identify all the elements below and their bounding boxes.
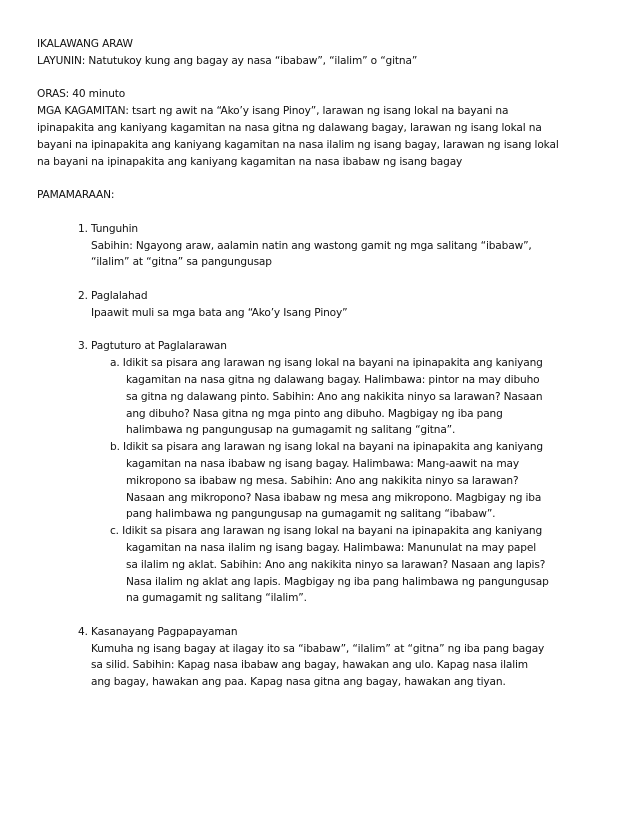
procedure-item-3: [37, 338, 605, 607]
subitem-first-line: c. Idikit sa pisara ang larawan ng isang lokal na bayani na ipinapakita ang kaniyang: [110, 525, 543, 538]
item-line: Ipaawit muli sa mga bata ang “Ako’y Isang Pinoy”: [91, 306, 348, 319]
subitem-line: pang halimbawa ng pangungusap na gumagamit ng salitang “ibabaw”.: [126, 508, 496, 521]
subitem-b: [37, 439, 605, 523]
materials-line: na bayani na ipinapakita ang kaniyang kagamitan na nasa ibabaw ng isang bagay: [37, 155, 463, 168]
subitem-first-line: a. Idikit sa pisara ang larawan ng isang lokal na bayani na ipinapakita ang kaniyang: [110, 357, 543, 370]
item-title: 3. Pagtuturo at Paglalarawan: [78, 340, 227, 353]
item-line: “ilalim” at “gitna” sa pangungusap: [91, 256, 272, 269]
subitem-line: ang dibuho? Nasa gitna ng mga pinto ang dibuho. Magbigay ng iba pang: [126, 407, 503, 420]
subitem-line: kagamitan na nasa gitna ng dalawang bagay. Halimbawa: pintor na may dibuho: [126, 373, 540, 386]
materials-paragraph: [37, 103, 605, 170]
materials-line: bayani na ipinapakita ang kaniyang kagamitan na nasa ilalim ng isang bagay, larawan ng isang lokal: [37, 138, 559, 151]
procedure-item-2: [37, 288, 605, 322]
subitem-c: [37, 523, 605, 607]
subitem-line: kagamitan na nasa ibabaw ng isang bagay. Halimbawa: Mang-aawit na may: [126, 457, 519, 470]
item-title: 1. Tunguhin: [78, 222, 138, 235]
subitem-line: halimbawa ng pangungusap na gumagamit ng salitang “gitna”.: [126, 424, 456, 437]
day-heading: IKALAWANG ARAW: [37, 38, 133, 50]
subitem-line: kagamitan na nasa ilalim ng isang bagay. Halimbawa: Manunulat na may papel: [126, 541, 536, 554]
item-line: ang bagay, hawakan ang paa. Kapag nasa gitna ang bagay, hawakan ang tiyan.: [91, 676, 506, 689]
item-line: sa silid. Sabihin: Kapag nasa ibabaw ang bagay, hawakan ang ulo. Kapag nasa ilalim: [91, 659, 528, 672]
procedure-heading: PAMAMARAAN:: [37, 189, 115, 202]
procedure-item-4: [37, 624, 605, 691]
subitem-line: Nasa ilalim ng aklat ang lapis. Magbigay ng iba pang halimbawa ng pangungusap: [126, 575, 549, 588]
materials-line: ipinapakita ang kaniyang kagamitan na nasa gitna ng dalawang bagay, larawan ng isang lokal na: [37, 121, 542, 134]
subitem-line: sa ilalim ng aklat. Sabihin: Ano ang nakikita ninyo sa larawan? Nasaan ang lapis?: [126, 558, 546, 571]
objective-line: LAYUNIN: Natutukoy kung ang bagay ay nasa “ibabaw”, “ilalim” o “gitna”: [37, 54, 418, 67]
subitem-first-line: b. Idikit sa pisara ang larawan ng isang lokal na bayani na ipinapakita ang kaniyang: [110, 441, 543, 454]
subitem-a: [37, 355, 605, 439]
time-line: ORAS: 40 minuto: [37, 88, 126, 101]
subitem-line: sa gitna ng dalawang pinto. Sabihin: Ano ang nakikita ninyo sa larawan? Nasaan: [126, 390, 543, 403]
subitem-line: Nasaan ang mikropono? Nasa ibabaw ng mesa ang mikropono. Magbigay ng iba: [126, 491, 542, 504]
procedure-item-1: [37, 221, 605, 271]
item-line: Kumuha ng isang bagay at ilagay ito sa “ibabaw”, “ilalim” at “gitna” ng iba pang bagay: [91, 642, 545, 655]
lesson-document: [37, 36, 605, 691]
item-line: Sabihin: Ngayong araw, aalamin natin ang wastong gamit ng mga salitang “ibabaw”,: [91, 239, 532, 252]
item-title: 4. Kasanayang Pagpapayaman: [78, 625, 238, 638]
materials-line: MGA KAGAMITAN: tsart ng awit na “Ako’y isang Pinoy”, larawan ng isang lokal na bayani na: [37, 105, 509, 118]
subitem-line: mikropono sa ibabaw ng mesa. Sabihin: Ano ang nakikita ninyo sa larawan?: [126, 474, 519, 487]
item-title: 2. Paglalahad: [78, 289, 148, 302]
subitem-line: na gumagamit ng salitang “ilalim”.: [126, 592, 307, 605]
